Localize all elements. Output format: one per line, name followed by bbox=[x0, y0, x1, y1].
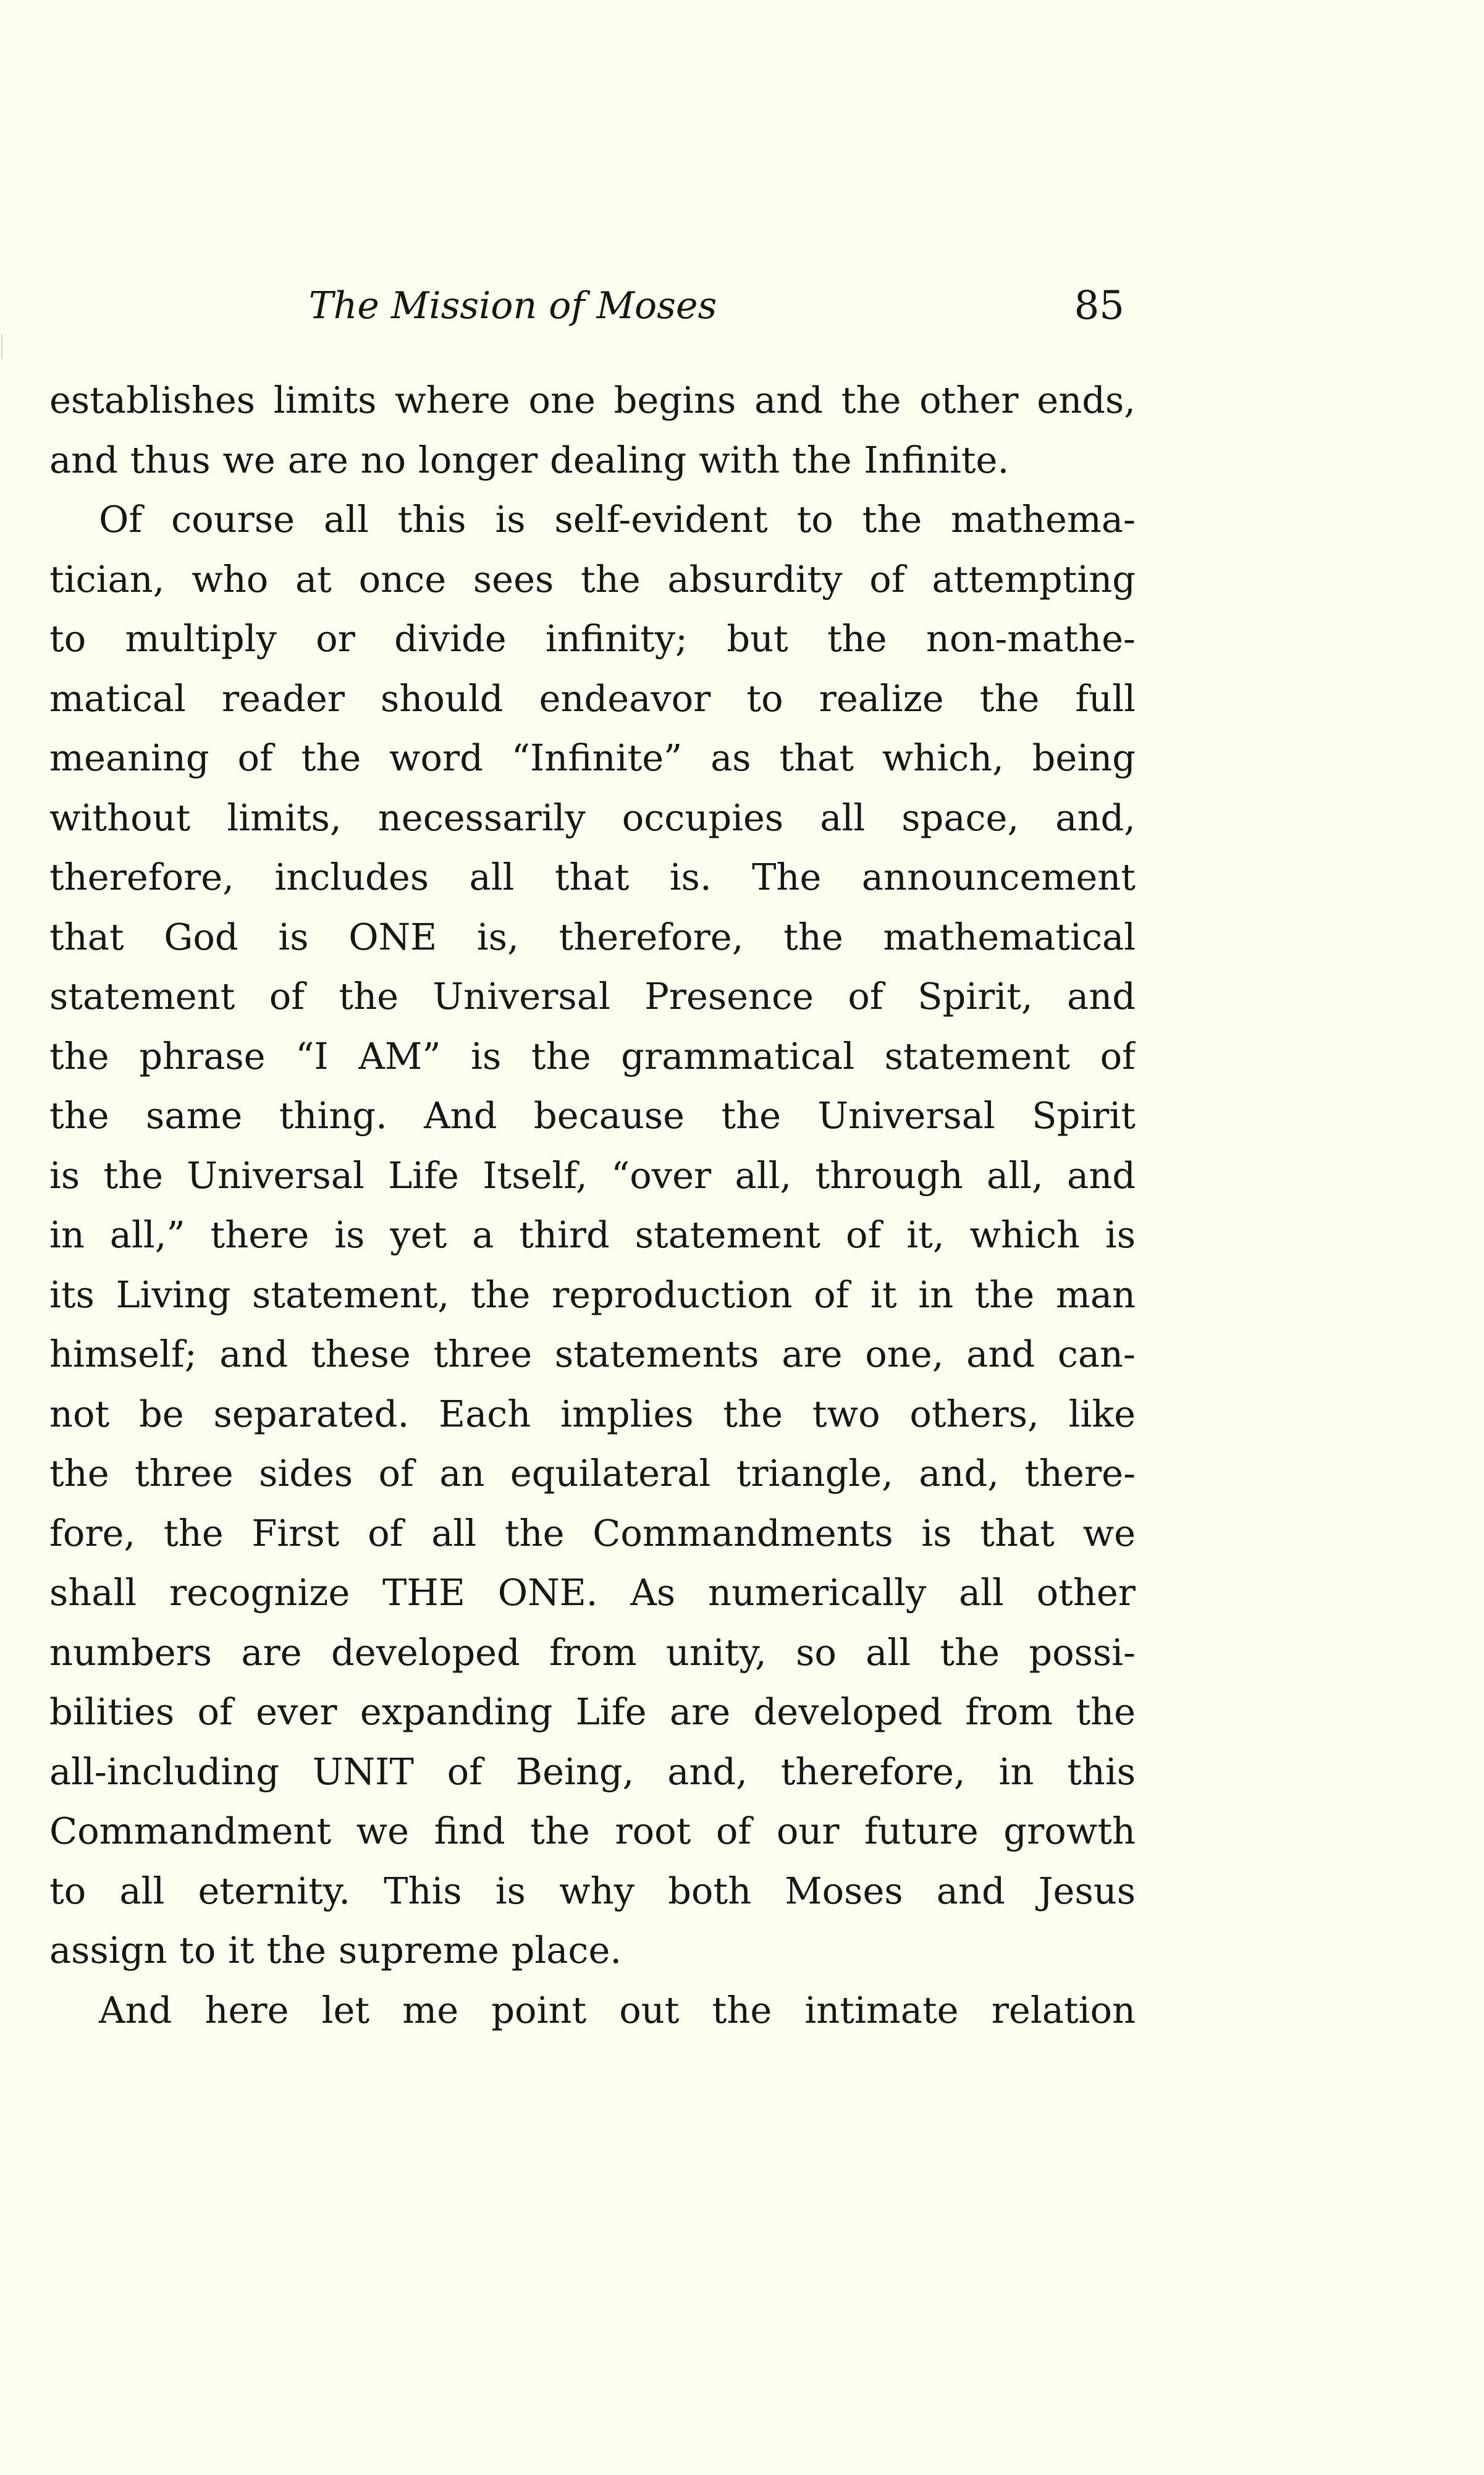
text-line: and thus we are no longer dealing with the Infinite. bbox=[49, 438, 1010, 481]
text-line: numbers are developed from unity, so all the possi- bbox=[49, 1630, 1136, 1674]
text-line: Commandment we find the root of our future growth bbox=[49, 1810, 1136, 1852]
text-line: to all eternity. This is why both Moses and Jesus bbox=[49, 1869, 1136, 1912]
text-line: the same thing. And because the Universal Spirit bbox=[49, 1094, 1136, 1137]
text-line: fore, the First of all the Commandments is that we bbox=[49, 1511, 1136, 1554]
text-line: Of course all this is self-evident to the mathema- bbox=[99, 498, 1136, 541]
text-line: establishes limits where one begins and the other ends, bbox=[49, 379, 1136, 421]
text-line: And here let me point out the intimate relation bbox=[99, 1988, 1136, 2031]
running-title: The Mission of Moses bbox=[308, 284, 717, 327]
text-line: to multiply or divide infinity; but the non-mathe- bbox=[49, 617, 1136, 660]
text-line: meaning of the word “Infinite” as that which, being bbox=[49, 736, 1136, 779]
text-line: that God is ONE is, therefore, the mathematical bbox=[49, 915, 1136, 958]
running-head bbox=[49, 272, 1124, 340]
text-line: the three sides of an equilateral triangle, and, there- bbox=[49, 1452, 1136, 1495]
text-line: the phrase “I AM” is the grammatical statement of bbox=[49, 1034, 1136, 1077]
text-line: matical reader should endeavor to realize the full bbox=[49, 677, 1136, 720]
text-line: assign to it the supreme place. bbox=[49, 1929, 622, 1971]
text-line: is the Universal Life Itself, “over all, through all, and bbox=[49, 1153, 1136, 1197]
text-line: therefore, includes all that is. The announcement bbox=[49, 856, 1136, 898]
page-number: 85 bbox=[1074, 283, 1124, 329]
text-line: shall recognize THE ONE. As numerically all other bbox=[49, 1571, 1136, 1614]
text-line: bilities of ever expanding Life are developed from the bbox=[49, 1690, 1136, 1733]
body-text bbox=[49, 371, 1136, 2040]
text-line: statement of the Universal Presence of Spirit, and bbox=[49, 975, 1136, 1018]
text-line: its Living statement, the reproduction of it in the man bbox=[49, 1273, 1136, 1316]
text-line: all-including UNIT of Being, and, therefore, in this bbox=[49, 1750, 1136, 1793]
text-line: not be separated. Each implies the two others, like bbox=[49, 1392, 1136, 1435]
text-line: himself; and these three statements are one, and can- bbox=[49, 1333, 1136, 1375]
text-line: in all,” there is yet a third statement of it, which is bbox=[49, 1213, 1136, 1256]
text-line: without limits, necessarily occupies all space, and, bbox=[49, 796, 1136, 839]
text-line: tician, who at once sees the absurdity of attempting bbox=[49, 557, 1136, 601]
margin-mark bbox=[1, 334, 2, 358]
